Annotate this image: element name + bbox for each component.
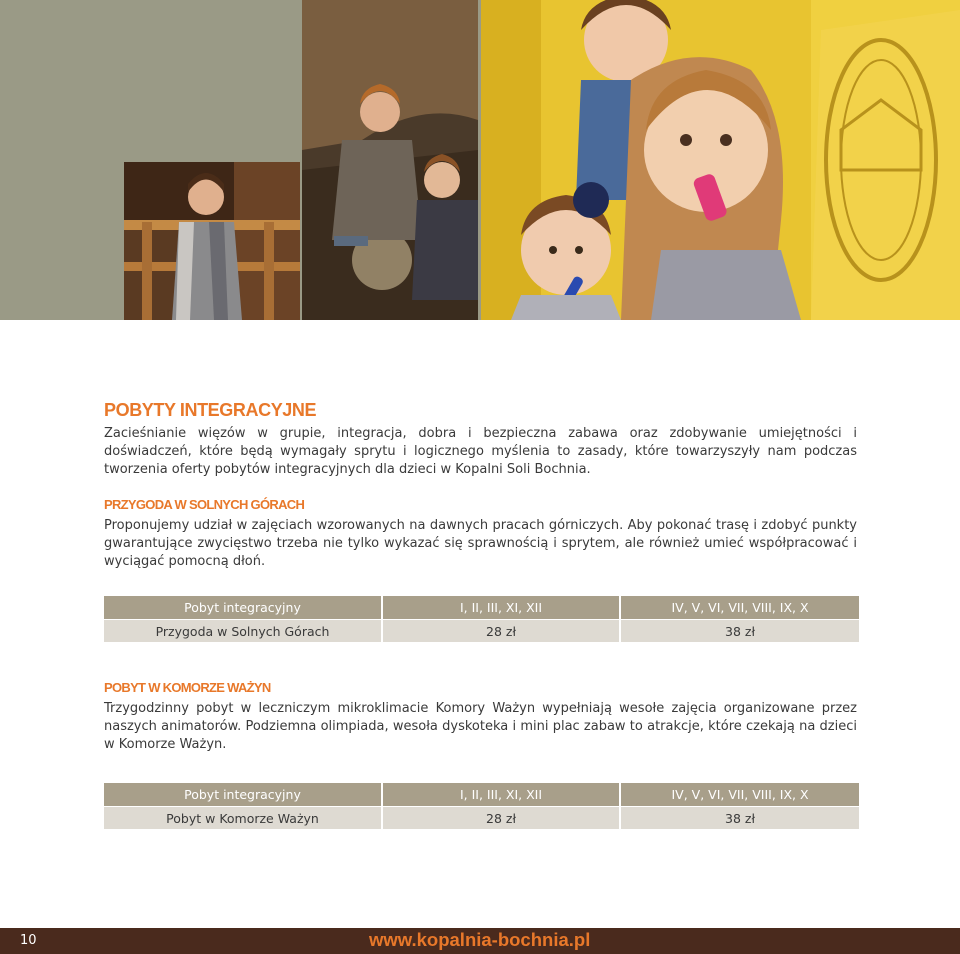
girl-at-wooden-winch-photo: [124, 162, 300, 320]
table-header-cell: I, II, III, XI, XII: [383, 783, 619, 806]
section-komora-text: Trzygodzinny pobyt w leczniczym mikroklimacie Komory Ważyn wypełniają wesołe zajęcia organizowane przez naszych animatorów. Podziemna olimpiada, wesoła dyskoteka i mini plac zabaw to atrakcje, które czekają na dzieci w Komorze Ważyn.: [104, 701, 857, 752]
page-number: 10: [20, 933, 37, 948]
price-table-komora: [102, 783, 861, 829]
section-title-przygoda: PRZYGODA W SOLNYCH GÓRACH: [104, 497, 305, 512]
price-table-przygoda: [102, 596, 861, 642]
table-header-cell: IV, V, VI, VII, VIII, IX, X: [621, 783, 859, 806]
section-przygoda-text: Proponujemy udział w zajęciach wzorowanych na dawnych pracach górniczych. Aby pokonać trasę i zdobyć punkty gwarantujące zwycięstwo trzeba nie tylko wykazać się sprawnością i sprytem, ale również umieć współpracować i wyciągać pomocną dłoń.: [104, 518, 857, 569]
section-title-komora-wazyn: POBYT W KOMORZE WAŻYN: [104, 680, 271, 695]
table-cell: 38 zł: [621, 806, 859, 829]
table-header-cell: Pobyt integracyjny: [104, 783, 381, 806]
table-header-cell: I, II, III, XI, XII: [383, 596, 619, 619]
table-header-row: [104, 783, 859, 806]
children-exploring-mine-photo: [302, 0, 478, 320]
table-cell: Pobyt w Komorze Ważyn: [104, 806, 381, 829]
table-header-cell: Pobyt integracyjny: [104, 596, 381, 619]
page-footer: [0, 928, 960, 954]
table-header-row: [104, 596, 859, 619]
section-intro-text: Zacieśnianie więzów w grupie, integracja, dobra i bezpieczna zabawa oraz zdobywanie umiejętności i doświadczeń, które będą wymagały sprytu i logicznego myślenia to zasady, które towarzyszyły nam podczas tworzenia oferty pobytów integracyjnych dla dzieci w Kopalni Soli Bochnia.: [104, 426, 857, 477]
table-cell: 28 zł: [383, 806, 619, 829]
girls-with-whistles-photo: [481, 0, 960, 320]
table-cell: 38 zł: [621, 619, 859, 642]
table-row: [104, 619, 859, 642]
section-title-pobyty-integracyjne: POBYTY INTEGRACYJNE: [104, 400, 317, 420]
table-cell: Przygoda w Solnych Górach: [104, 619, 381, 642]
table-header-cell: IV, V, VI, VII, VIII, IX, X: [621, 596, 859, 619]
main-content: [104, 400, 857, 829]
table-row: [104, 806, 859, 829]
website-link[interactable]: www.kopalnia-bochnia.pl: [369, 929, 591, 950]
table-cell: 28 zł: [383, 619, 619, 642]
